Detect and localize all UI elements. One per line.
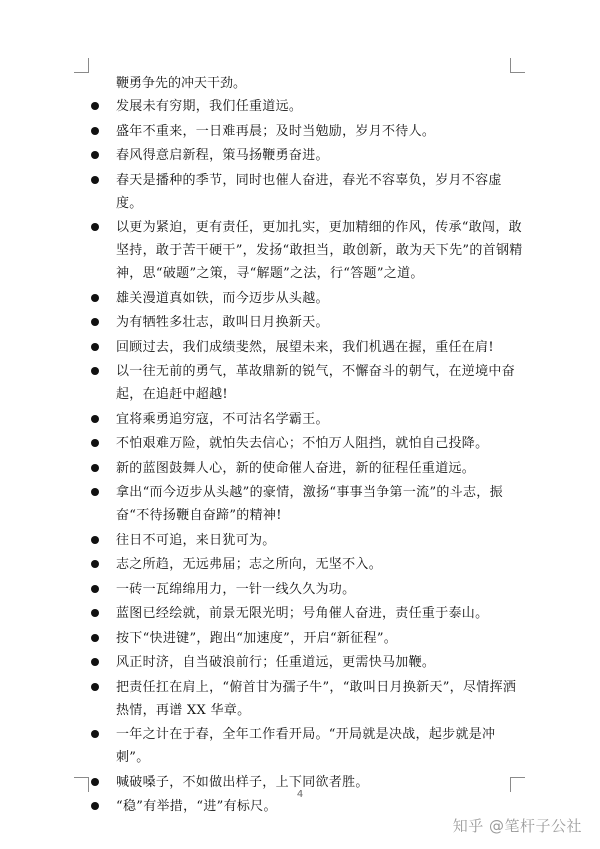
bullet-icon xyxy=(91,683,99,691)
list-item xyxy=(88,287,528,310)
bullet-icon xyxy=(91,176,99,184)
list-item xyxy=(88,578,528,601)
bullet-icon xyxy=(91,367,99,375)
list-item xyxy=(88,481,528,527)
list-item-text: 志之所趋，无远弗届；志之所向，无坚不入。 xyxy=(116,557,383,572)
list-item xyxy=(88,529,528,552)
list-item-text: 发展未有穷期，我们任重道远。 xyxy=(116,99,303,114)
list-item xyxy=(88,602,528,625)
bullet-icon xyxy=(91,439,99,447)
bullet-icon xyxy=(91,488,99,496)
bullet-list xyxy=(88,95,528,818)
bullet-icon xyxy=(91,560,99,568)
bullet-icon xyxy=(91,658,99,666)
list-item xyxy=(88,95,528,118)
list-item xyxy=(88,457,528,480)
list-item xyxy=(88,144,528,167)
bullet-icon xyxy=(91,778,99,786)
list-item-text: 喊破嗓子，不如做出样子，上下同欲者胜。 xyxy=(116,774,369,790)
crop-mark-top-left xyxy=(74,58,89,73)
list-item xyxy=(88,336,528,359)
bullet-icon xyxy=(91,730,99,738)
list-item-text: “稳”有举措，“进”有标尺。 xyxy=(116,799,277,814)
list-item-text: 按下“快进键”，跑出“加速度”，开启“新征程”。 xyxy=(116,630,398,646)
list-item xyxy=(88,311,528,334)
list-item-text: 一砖一瓦绵绵用力，一针一线久久为功。 xyxy=(116,581,356,597)
list-item-text: 一年之计在于春，全年工作看开局。“开局就是决战，起步就是冲刺”。 xyxy=(116,727,496,765)
bullet-icon xyxy=(91,127,99,135)
list-item xyxy=(88,216,528,285)
list-item xyxy=(88,360,528,406)
continuation-line: 鞭勇争先的冲天干劲。 xyxy=(116,76,247,91)
list-item-text: 雄关漫道真如铁，而今迈步从头越。 xyxy=(116,290,329,306)
bullet-icon xyxy=(91,318,99,326)
list-item-text: 宜将乘勇追穷寇，不可沽名学霸王。 xyxy=(116,411,329,427)
list-item-text: 春天是播种的季节，同时也催人奋进，春光不容辜负，岁月不容虚度。 xyxy=(116,172,502,211)
bullet-icon xyxy=(91,609,99,617)
list-item xyxy=(88,676,528,722)
list-item xyxy=(88,120,528,143)
bullet-icon xyxy=(91,464,99,472)
list-item xyxy=(88,627,528,650)
list-item-text: 为有牺牲多壮志，敢叫日月换新天。 xyxy=(116,315,329,330)
list-item-text: 春风得意启新程，策马扬鞭勇奋进。 xyxy=(116,148,329,163)
bullet-icon xyxy=(91,223,99,231)
list-item-text: 以更为紧迫，更有责任，更加扎实，更加精细的作风，传承“敢闯，敢坚持，敢于苦干硬干”，发扬“敢担当，敢创新，敢为天下先”的首钢精神，思“破题”之策，寻“解题”之法，行“答题”之道。 xyxy=(116,220,523,281)
list-item-text: 盛年不重来，一日难再晨；及时当勉励，岁月不待人。 xyxy=(116,123,436,139)
list-item xyxy=(88,432,528,455)
list-item-text: 以一往无前的勇气，革故鼎新的锐气，不懈奋斗的朝气，在逆境中奋起，在追赶中超越! xyxy=(116,364,516,402)
document-body xyxy=(88,72,528,820)
list-item-text: 不怕艰难万险，就怕失去信心；不怕万人阻挡，就怕自己投降。 xyxy=(116,436,489,451)
page-number: 4 xyxy=(296,789,304,800)
list-item xyxy=(88,651,528,674)
list-item xyxy=(88,553,528,576)
list-item xyxy=(88,408,528,431)
bullet-icon xyxy=(91,802,99,810)
list-item-text: 蓝图已经绘就，前景无限光明；号角催人奋进，责任重于泰山。 xyxy=(116,606,489,621)
list-item-text: 往日不可追，来日犹可为。 xyxy=(116,532,276,548)
bullet-icon xyxy=(91,343,99,351)
crop-mark-top-right xyxy=(510,58,525,73)
bullet-icon xyxy=(91,585,99,593)
bullet-icon xyxy=(91,151,99,159)
bullet-icon xyxy=(91,415,99,423)
list-item-text: 把责任扛在肩上，“俯首甘为孺子牛”，“敢叫日月换新天”，尽情挥洒热情，再谱 XX 华章。 xyxy=(116,679,517,718)
bullet-icon xyxy=(91,294,99,302)
list-item-text: 新的蓝图鼓舞人心，新的使命催人奋进，新的征程任重道远。 xyxy=(116,460,476,476)
list-item xyxy=(88,169,528,215)
list-item xyxy=(88,723,528,769)
bullet-icon xyxy=(91,102,99,110)
list-item-text: 拿出“而今迈步从头越”的豪情，激扬“事事当争第一流”的斗志，振奋“不待扬鞭自奋蹄”的精神! xyxy=(116,485,503,523)
bullet-icon xyxy=(91,536,99,544)
list-item-text: 风正时济，自当破浪前行；任重道远，更需快马加鞭。 xyxy=(116,655,436,670)
list-item-text: 回顾过去，我们成绩斐然，展望未来，我们机遇在握，重任在肩! xyxy=(116,339,494,355)
bullet-icon xyxy=(91,634,99,642)
watermark: 知乎 @笔杆子公社 xyxy=(452,817,582,835)
